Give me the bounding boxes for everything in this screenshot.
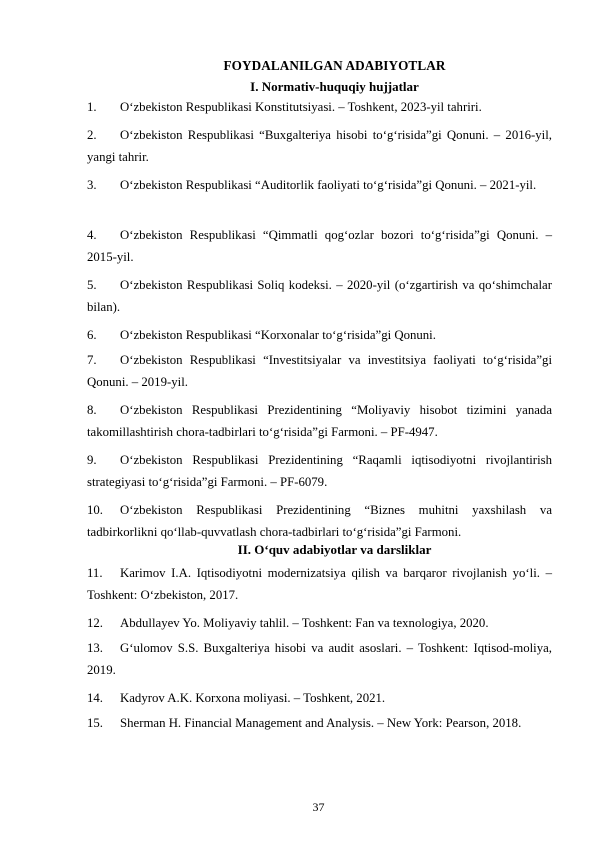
item-number: 11. [87, 566, 103, 580]
item-number: 5. [87, 278, 97, 292]
item-number: 6. [87, 328, 97, 342]
item-text: O‘zbekiston Respublikasi Prezidentining “Biznes muhitni yaxshilash va tadbirkorlikni qo‘llab-quvvatlash chora-tadbirlari to‘g‘risida”gi Farmoni. [87, 503, 552, 539]
list-item [87, 324, 552, 346]
page-title: FOYDALANILGAN ADABIYOTLAR [223, 58, 446, 73]
item-number: 2. [87, 128, 97, 142]
item-number: 15. [87, 716, 103, 730]
item-number: 10. [87, 503, 103, 517]
section-heading-2: II. O‘quv adabiyotlar va darsliklar [237, 542, 432, 557]
list-item [87, 499, 552, 543]
item-text: O‘zbekiston Respublikasi Prezidentining “Moliyaviy hisobot tizimini yanada takomillashtirish chora-tadbirlari to‘g‘risida”gi Farmoni. – PF-4947. [87, 403, 552, 439]
page-number: 37 [312, 800, 325, 814]
item-text: G‘ulomov S.S. Buxgalteriya hisobi va audit asoslari. – Toshkent: Iqtisod-moliya, 2019. [87, 641, 552, 677]
list-item [87, 449, 552, 493]
item-text: O‘zbekiston Respublikasi “Qimmatli qog‘ozlar bozori to‘g‘risida”gi Qonuni. – 2015-yil. [87, 228, 552, 264]
list-item [87, 96, 552, 118]
list-item [87, 399, 552, 443]
list-item [87, 349, 552, 393]
item-text: O‘zbekiston Respublikasi “Buxgalteriya hisobi to‘g‘risida”gi Qonuni. – 2016-yil, yangi tahrir. [87, 128, 552, 164]
list-item [87, 687, 552, 709]
list-item [87, 612, 552, 634]
item-number: 9. [87, 453, 97, 467]
item-text: O‘zbekiston Respublikasi Soliq kodeksi. – 2020-yil (o‘zgartirish va qo‘shimchalar bilan). [87, 278, 552, 314]
item-text: Sherman H. Financial Management and Analysis. – New York: Pearson, 2018. [120, 716, 522, 730]
list-item [87, 274, 552, 318]
list-item [87, 124, 552, 168]
item-number: 14. [87, 691, 103, 705]
item-text: O‘zbekiston Respublikasi “Investitsiyalar va investitsiya faoliyati to‘g‘risida”gi Qonuni. – 2019-yil. [87, 353, 552, 389]
item-number: 7. [87, 353, 97, 367]
section-heading-1: I. Normativ-huquqiy hujjatlar [250, 79, 419, 94]
item-number: 1. [87, 100, 97, 114]
item-text: O‘zbekiston Respublikasi “Korxonalar to‘g‘risida”gi Qonuni. [120, 328, 436, 342]
item-text: O‘zbekiston Respublikasi “Auditorlik faoliyati to‘g‘risida”gi Qonuni. – 2021-yil. [120, 178, 537, 192]
list-item [87, 712, 552, 734]
list-item [87, 637, 552, 681]
item-number: 3. [87, 178, 97, 192]
item-number: 12. [87, 616, 103, 630]
item-text: Kadyrov A.K. Korxona moliyasi. – Toshkent, 2021. [120, 691, 386, 705]
list-item [87, 562, 552, 606]
list-item [87, 224, 552, 268]
item-number: 4. [87, 228, 97, 242]
item-text: Abdullayev Yo. Moliyaviy tahlil. – Toshkent: Fan va texnologiya, 2020. [120, 616, 489, 630]
item-text: O‘zbekiston Respublikasi Konstitutsiyasi. – Toshkent, 2023-yil tahriri. [120, 100, 482, 114]
item-number: 8. [87, 403, 97, 417]
list-item [87, 174, 552, 196]
item-number: 13. [87, 641, 103, 655]
item-text: O‘zbekiston Respublikasi Prezidentining “Raqamli iqtisodiyotni rivojlantirish strategiyasi to‘g‘risida”gi Farmoni. – PF-6079. [87, 453, 552, 489]
item-text: Karimov I.A. Iqtisodiyotni modernizatsiya qilish va barqaror rivojlanish yo‘li. – Toshkent: O‘zbekiston, 2017. [87, 566, 552, 602]
